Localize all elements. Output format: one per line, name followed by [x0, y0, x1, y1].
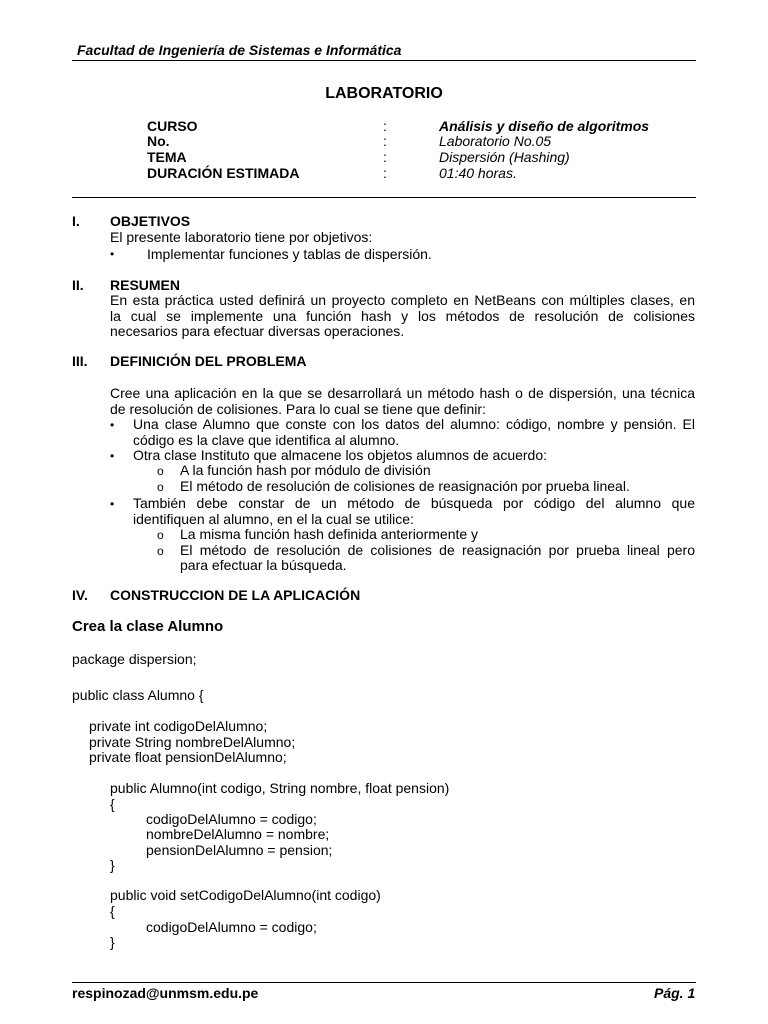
bullet-text: También debe constar de un método de búsqueda por código del alumno que — [133, 495, 695, 511]
meta-value-tema: Dispersión (Hashing) — [439, 149, 570, 165]
resumen-line: necesarios para efectuar diversas operaciones. — [110, 323, 405, 339]
footer-page-number: Pág. 1 — [654, 985, 696, 1001]
code-line: public class Alumno { — [72, 687, 204, 703]
document-title: LABORATORIO — [325, 85, 443, 102]
objetivos-intro: El presente laboratorio tiene por objetivos: — [110, 229, 373, 245]
meta-colon: : — [383, 149, 387, 165]
code-line: private float pensionDelAlumno; — [89, 749, 287, 765]
code-line: package dispersion; — [72, 651, 197, 667]
section-title-resumen: RESUMEN — [110, 277, 181, 293]
definicion-paragraph-line: de resolución de colisiones. Para lo cual se tiene que definir: — [110, 401, 486, 417]
meta-rule — [72, 197, 696, 198]
meta-label-no: No. — [147, 133, 170, 149]
section-number: IV. — [72, 587, 88, 603]
section-number: III. — [72, 353, 88, 369]
bullet-icon: • — [110, 418, 115, 432]
bullet-text: Otra clase Instituto que almacene los objetos alumnos de acuerdo: — [133, 447, 548, 463]
code-line: } — [110, 857, 115, 873]
meta-label-tema: TEMA — [147, 149, 187, 165]
resumen-line: En esta práctica usted definirá un proyecto completo en NetBeans con múltiples clases, en — [110, 292, 695, 308]
code-line: nombreDelAlumno = nombre; — [146, 826, 330, 842]
sub-bullet-text: para efectuar la búsqueda. — [180, 557, 347, 573]
bullet-icon: • — [110, 247, 115, 261]
subheading-clase-alumno: Crea la clase Alumno — [72, 618, 224, 635]
code-line: private String nombreDelAlumno; — [89, 734, 296, 750]
code-line: } — [110, 934, 115, 950]
meta-value-no: Laboratorio No.05 — [439, 133, 552, 149]
sub-bullet-icon: o — [157, 544, 164, 558]
meta-label-curso: CURSO — [147, 118, 198, 134]
code-line: codigoDelAlumno = codigo; — [146, 919, 317, 935]
sub-bullet-text: La misma función hash definida anteriormente y — [180, 526, 479, 542]
section-title-objetivos: OBJETIVOS — [110, 213, 191, 229]
section-title-definicion: DEFINICIÓN DEL PROBLEMA — [110, 353, 307, 369]
meta-colon: : — [383, 133, 387, 149]
bullet-text: Una clase Alumno que conste con los datos del alumno: código, nombre y pensión. El — [133, 416, 695, 432]
code-line: public void setCodigoDelAlumno(int codigo) — [110, 887, 381, 903]
objetivo-item: Implementar funciones y tablas de dispersión. — [147, 246, 432, 262]
page-header: Facultad de Ingeniería de Sistemas e Informática — [77, 42, 402, 58]
bullet-icon: • — [110, 497, 115, 511]
code-line: codigoDelAlumno = codigo; — [146, 811, 317, 827]
bullet-text: código es la clave que identifica al alumno. — [133, 432, 400, 448]
resumen-line: la cual se implemente una función hash y los métodos de resolución de colisiones — [110, 308, 695, 324]
sub-bullet-icon: o — [157, 528, 164, 542]
sub-bullet-icon: o — [157, 464, 164, 478]
definicion-paragraph-line: Cree una aplicación en la que se desarrollará un método hash o de dispersión, una técnica — [110, 385, 695, 401]
section-number: II. — [72, 277, 84, 293]
code-line: private int codigoDelAlumno; — [89, 718, 268, 734]
sub-bullet-text: El método de resolución de colisiones de reasignación por prueba lineal pero — [180, 542, 695, 558]
bullet-icon: • — [110, 449, 115, 463]
sub-bullet-text: A la función hash por módulo de división — [180, 462, 431, 478]
section-number: I. — [72, 213, 80, 229]
meta-colon: : — [383, 118, 387, 134]
code-line: { — [110, 796, 115, 812]
bullet-text: identifiquen al alumno, en el la cual se utilice: — [133, 511, 414, 527]
code-line: { — [110, 903, 115, 919]
meta-value-curso: Análisis y diseño de algoritmos — [439, 118, 650, 134]
header-rule — [72, 60, 696, 61]
meta-value-duracion: 01:40 horas. — [439, 165, 517, 181]
code-line: pensionDelAlumno = pension; — [146, 842, 333, 858]
footer-email: respinozad@unmsm.edu.pe — [72, 985, 259, 1001]
sub-bullet-icon: o — [157, 480, 164, 494]
meta-label-duracion: DURACIÓN ESTIMADA — [147, 165, 300, 181]
sub-bullet-text: El método de resolución de colisiones de reasignación por prueba lineal. — [180, 478, 630, 494]
footer-rule — [72, 982, 696, 983]
section-title-construccion: CONSTRUCCION DE LA APLICACIÓN — [110, 587, 361, 603]
code-line: public Alumno(int codigo, String nombre, float pension) — [110, 780, 450, 796]
meta-colon: : — [383, 165, 387, 181]
